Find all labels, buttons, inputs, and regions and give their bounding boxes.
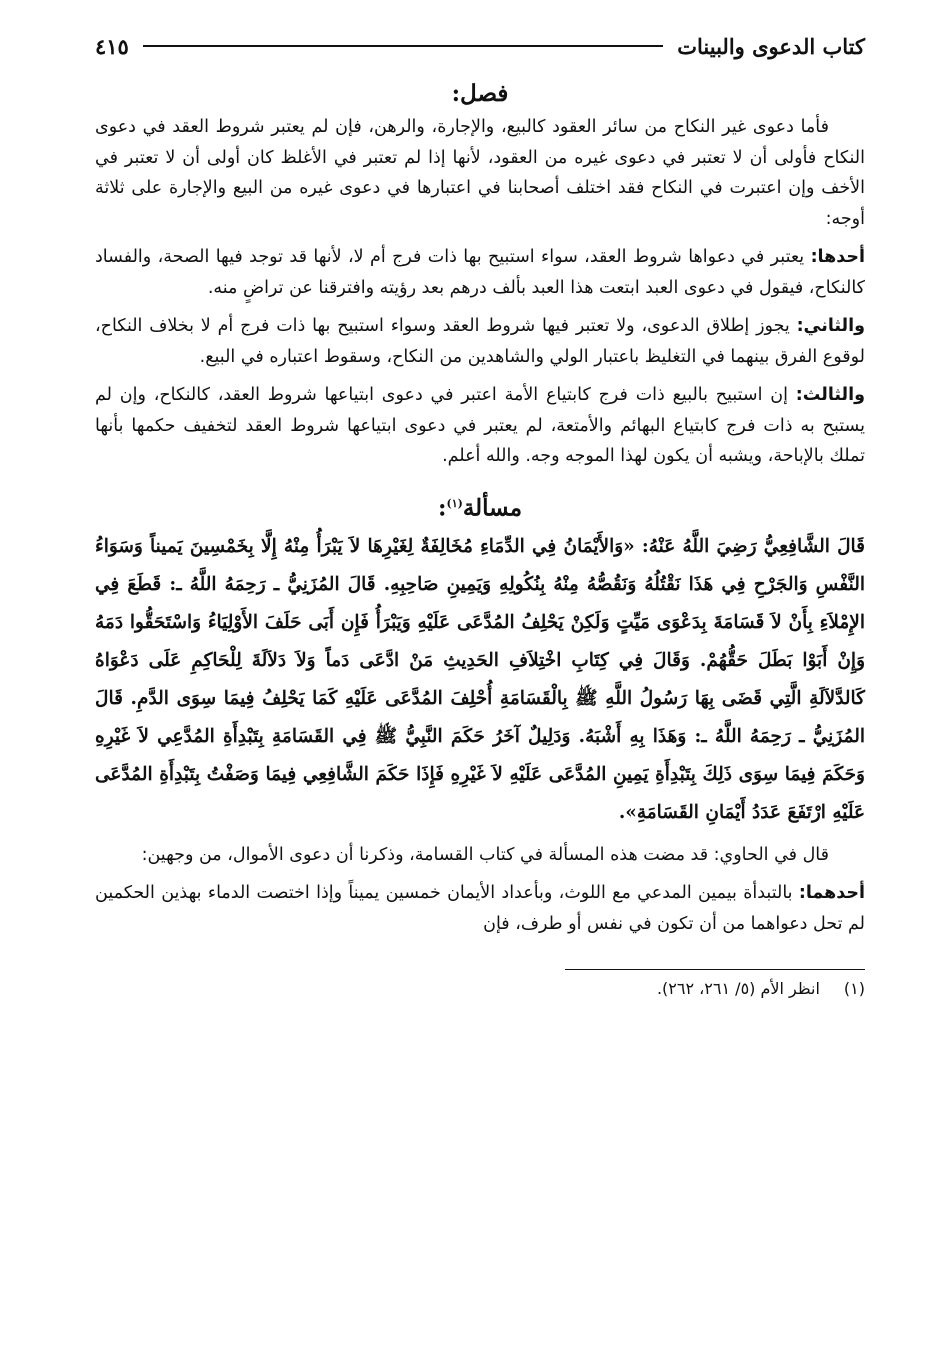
running-header [95,26,865,66]
footnote-number: (١) [843,979,865,998]
document-page [95,26,865,1004]
page-number: ٤١٥ [95,33,129,59]
lead-first-aspect: أحدهما: [798,883,865,903]
paragraph-hawi: قال في الحاوي: قد مضت هذه المسألة في كتاب القسامة، وذكرنا أن دعوى الأموال، من وجهين: [141,844,829,865]
lead-second: والثاني: [796,316,865,336]
header-rule [143,45,663,47]
section-heading-masala [95,486,865,522]
paragraph-second-view [95,311,865,372]
footnote [95,974,865,1004]
footnote-text: انظر الأم (٥/ ٢٦١، ٢٦٢). [656,979,820,998]
lead-third: والثالث: [795,385,865,405]
paragraph-intro: فأما دعوى غير النكاح من سائر العقود كالبيع، والإجارة، والرهن، فإن لم يعتبر شروط العقد في دعوى النكاح فأولى أن لا تعتبر في دعوى غيره من العقود، لأنها إذا لم تعتبر في الأغلظ كان أولى أن لا تعتبر في الأخف وإن اعتبرت في النكاح فقد اختلف أصحابنا في اعتبارها في دعوى غيره من البيع والإجارة على ثلاثة أوجه: [95,117,865,229]
shafii-quote: قَالَ الشَّافِعِيُّ رَضِيَ اللَّهُ عَنْهُ: «وَالأَيْمَانُ فِي الدِّمَاءِ مُخَالِفَةٌ لِغَيْرِهَا لاَ يَبْرَأُ مِنْهُ إِلَّا بِخَمْسِينَ يَميناً وَسَوَاءُ النَّفْسِ وَالجَرْحِ فِي هَذَا نَقْتُلُهُ وَنَقُصُّهُ مِنْهُ بِنُكُولِهِ وَيَمِينِ صَاحِبِهِ. قَالَ المُزَنِيُّ ـ رَحِمَهُ اللَّهُ ـ: قَطَعَ فِي الإِمْلاَءِ بِأَنْ لاَ قَسَامَةَ بِدَعْوَى مَيِّتٍ وَلَكِنْ يَحْلِفُ المُدَّعَى عَلَيْهِ وَيَبْرَأُ فَإِن أَبَى حَلَفَ الأَوْلِيَاءُ وَاسْتَحَقُّوا دَمَهُ وَإِنْ أَبَوْا بَطَلَ حَقُّهُمْ. وَقَالَ فِي كِتَابِ اخْتِلاَفِ الحَدِيثِ مَنْ ادَّعَى دَماً وَلاَ دَلاَلَةَ لِلْحَاكِمِ عَلَى دَعْوَاهُ كَالدَّلاَلَةِ الَّتِي قَضَى بِهَا رَسُولُ اللَّهِ ﷺ بِالْقَسَامَةِ أُحْلِفَ المُدَّعَى عَلَيْهِ كَمَا يَحْلِفُ فِيمَا سِوَى الدَّمِ. قَالَ المُزَنِيُّ ـ رَحِمَهُ اللَّهُ ـ: وَهَذَا بِهِ أَشْبَهُ. وَدَلِيلٌ آخَرُ حَكَمَ النَّبِيُّ ﷺ فِي القَسَامَةِ بِتَبْدِأَةِ المُدَّعِي لاَ غَيْرِهِ وَحَكَمَ فِيمَا سِوَى ذَلِكَ بِتَبْدِأَةِ يَمِينِ المُدَّعَى عَلَيْهِ لاَ غَيْرِهِ فَإِذَا حَكَمَ الشَّافِعِي فِيمَا وَصَفْتُ بِتَبْدِأَةِ المُدَّعَى عَلَيْهِ ارْتَفَعَ عَدَدُ أَيْمَانِ القَسَامَةِ». [95,535,865,823]
paragraph-third-view [95,380,865,472]
running-title: كتاب الدعوى والبينات [677,33,865,59]
text-first-aspect: بالتبدأة بيمين المدعي مع اللوث، وبأعداد الأيمان خمسين يميناً وإذا اختصت الدماء بهذين الحكمين لم تحل دعواهما من أن تكون في نفس أو طرف، فإن [95,883,865,934]
text-second: يجوز إطلاق الدعوى، ولا تعتبر فيها شروط العقد وسواء استبيح بها ذات فرج أم لا بخلاف النكاح، لوقوع الفرق بينهما في التغليظ باعتبار الولي والشاهدين من النكاح، وسقوط اعتباره في البيع. [95,316,865,367]
lead-first: أحدها: [810,247,865,267]
text-third: إن استبيح بالبيع ذات فرج كابتياع الأمة اعتبر في دعوى ابتياعها شروط العقد، كالنكاح، وإن لم يستبح به ذات فرج كابتياع البهائم والأمتعة، لم يعتبر في دعوى ابتياعها شروط العقد لتخفيف حكمها بأنها تملك بالإباحة، ويشبه أن يكون لهذا الموجه وجه. والله أعلم. [95,385,865,466]
footnote-rule [565,969,865,970]
masala-heading-colon: : [437,494,447,522]
paragraph-first-aspect [95,878,865,939]
text-first: يعتبر في دعواها شروط العقد، سواء استبيح بها ذات فرج أم لا، لأنها قد توجد فيها الصحة، والفساد كالنكاح، فيقول في دعوى العبد ابتعت هذا العبد بألف درهم بعد رؤيته وافترقنا عن تراضٍ منه. [95,247,865,298]
section-heading-fasl: فصل: [451,80,509,107]
paragraph-first-view [95,242,865,303]
masala-heading-text: مسألة [462,494,523,522]
footnote-marker: (١) [446,496,463,510]
